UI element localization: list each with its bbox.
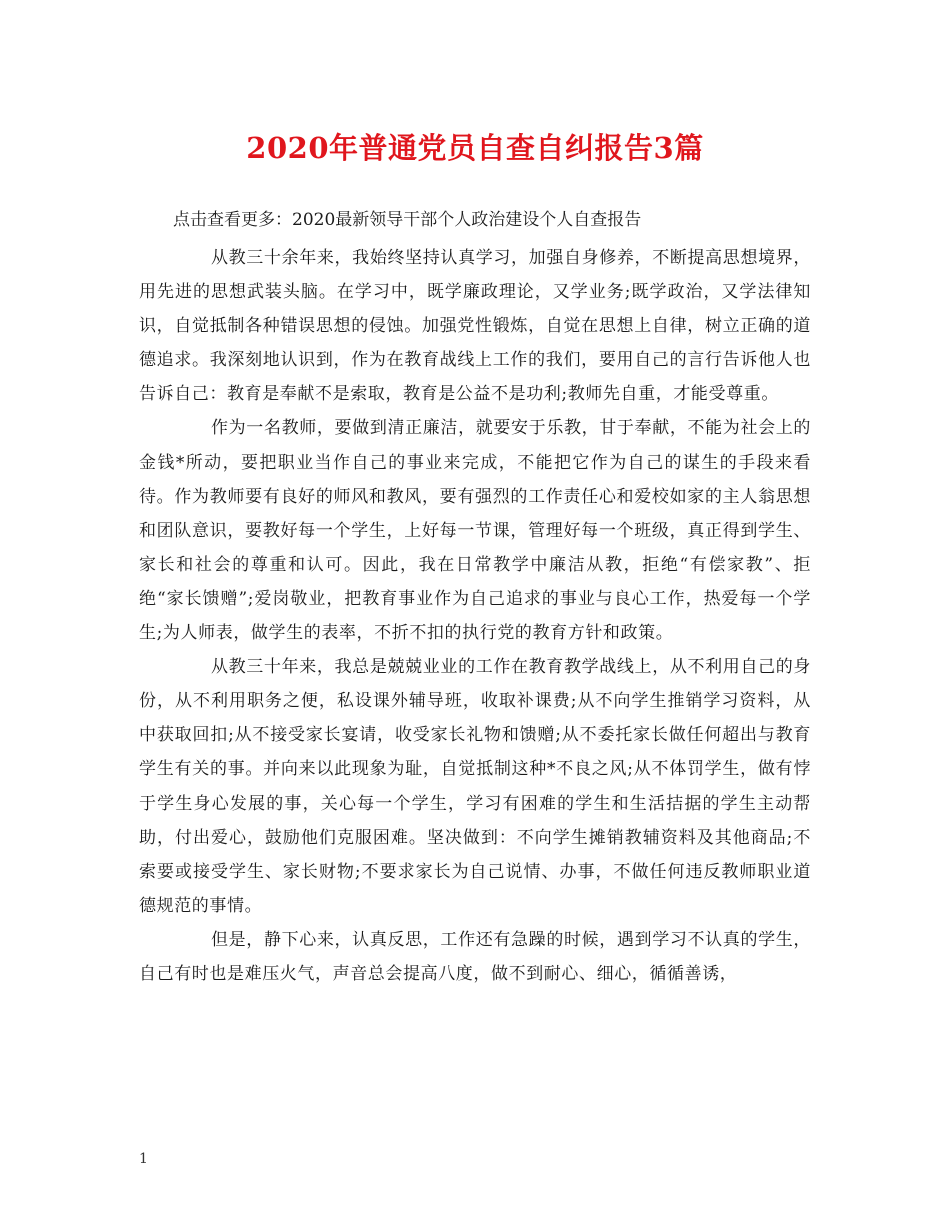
body-paragraph: 作为一名教师，要做到清正廉洁，就要安于乐教，甘于奉献，不能为社会上的金钱*所动，要把职业当作自己的事业来完成，不能把它作为自己的谋生的手段来看待。作为教师要有良好的师风和教风，要有强烈的工作责任心和爱校如家的主人翁思想和团队意识，要教好每一个学生，上好每一节课，管理好每一个班级，真正得到学生、家长和社会的尊重和认可。因此，我在日常教学中廉洁从教，拒绝“有偿家教”、拒绝“家长馈赠”;爱岗敬业，把教育事业作为自己追求的事业与良心工作，热爱每一个学生;为人师表，做学生的表率，不折不扣的执行党的教育方针和政策。: [139, 418, 811, 644]
document-body: [139, 241, 811, 991]
document-title: 2020年普通党员自查自纠报告3篇: [246, 131, 704, 165]
body-paragraph: 但是，静下心来，认真反思，工作还有急躁的时候，遇到学习不认真的学生，自己有时也是难压火气，声音总会提高八度，做不到耐心、细心，循循善诱，: [139, 929, 811, 984]
page-number: 1: [139, 1151, 148, 1167]
body-paragraph: 从教三十年来，我总是兢兢业业的工作在教育教学战线上，从不利用自己的身份，从不利用职务之便，私设课外辅导班，收取补课费;从不向学生推销学习资料，从中获取回扣;从不接受家长宴请，收受家长礼物和馈赠;从不委托家长做任何超出与教育学生有关的事。并向来以此现象为耻，自觉抵制这种*不良之风;从不体罚学生，做有悖于学生身心发展的事，关心每一个学生，学习有困难的学生和生活拮据的学生主动帮助，付出爱心，鼓励他们克服困难。坚决做到：不向学生摊销教辅资料及其他商品;不索要或接受学生、家长财物;不要求家长为自己说情、办事，不做任何违反教师职业道德规范的事情。: [139, 657, 811, 916]
read-more-line: 点击查看更多：2020最新领导干部个人政治建设个人自查报告: [173, 210, 642, 230]
body-paragraph: 从教三十余年来，我始终坚持认真学习，加强自身修养，不断提高思想境界，用先进的思想武装头脑。在学习中，既学廉政理论，又学业务;既学政治，又学法律知识，自觉抵制各种错误思想的侵蚀。加强党性锻炼，自觉在思想上自律，树立正确的道德追求。我深刻地认识到，作为在教育战线上工作的我们，要用自己的言行告诉他人也告诉自己：教育是奉献不是索取，教育是公益不是功利;教师先自重，才能受尊重。: [139, 248, 811, 405]
